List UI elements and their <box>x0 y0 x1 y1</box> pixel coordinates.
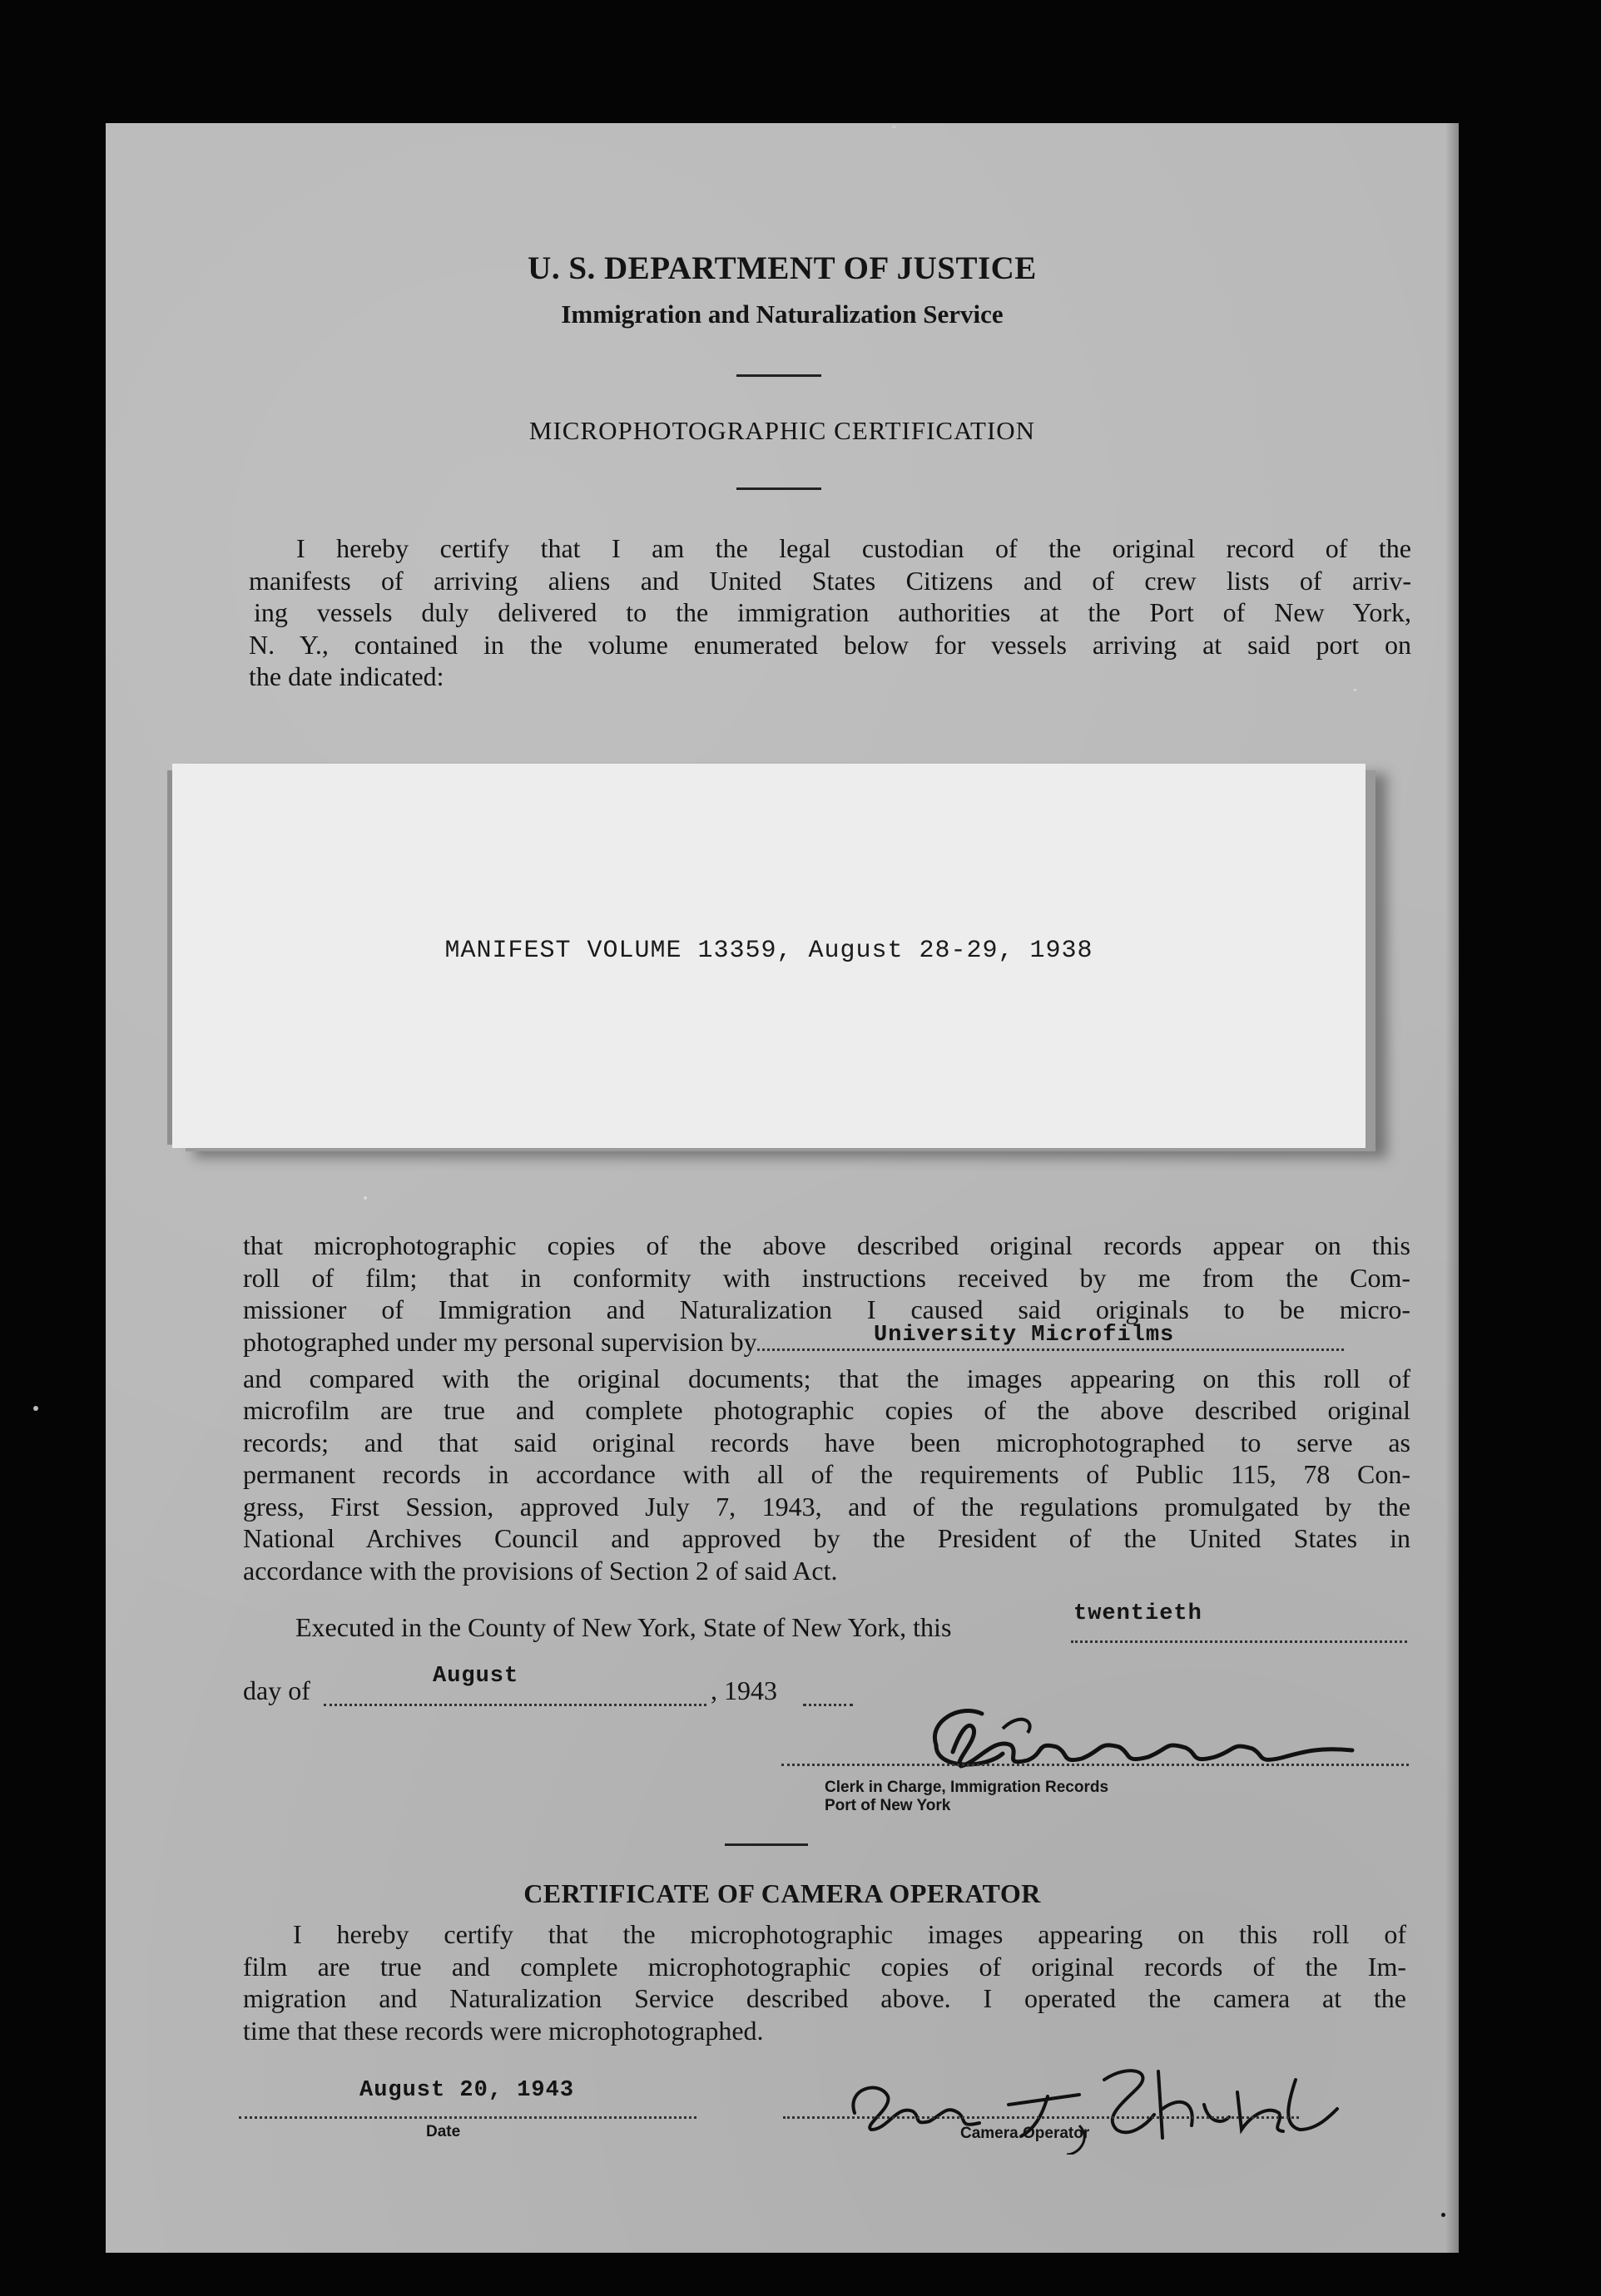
body-line: microfilm are true and complete photographic copies of the above described original <box>243 1395 1410 1425</box>
paper-speck <box>364 1196 367 1200</box>
paper-speck <box>1354 689 1356 691</box>
paper-speck <box>1441 2213 1445 2217</box>
body-line: missioner of Immigration and Naturalization I caused said originals to be micro- <box>243 1294 1410 1324</box>
date-line <box>239 2116 696 2119</box>
intro-line: manifests of arriving aliens and United States Citizens and of crew lists of arriv- <box>249 565 1411 596</box>
clerk-title-line: Clerk in Charge, Immigration Records <box>825 1779 1109 1796</box>
body-line: that microphotographic copies of the above described original records appear on this <box>243 1230 1410 1260</box>
operator-line: time that these records were microphotographed. <box>243 2015 764 2046</box>
operator-line: film are true and complete microphotographic copies of original records of the Im- <box>243 1951 1406 1982</box>
certification-title: MICROPHOTOGRAPHIC CERTIFICATION <box>528 416 1036 445</box>
body-line: permanent records in accordance with all of the requirements of Public 115, 78 Con- <box>243 1459 1410 1489</box>
divider <box>736 487 821 490</box>
camera-operator-signature-icon <box>830 2046 1362 2155</box>
microfilm-company: University Microfilms <box>874 1322 1175 1348</box>
supervision-prefix: photographed under my personal supervision by <box>243 1326 757 1357</box>
film-speck <box>892 126 896 128</box>
certification-body <box>243 1230 1410 1586</box>
divider <box>725 1843 808 1846</box>
clerk-title-line: Port of New York <box>825 1797 951 1814</box>
date-label: Date <box>426 2123 461 2140</box>
intro-line: N. Y., contained in the volume enumerated below for vessels arriving at said port on <box>249 629 1411 660</box>
execution-year <box>711 1675 777 1706</box>
operator-line: I hereby certify that the microphotographic images appearing on this roll of <box>293 1919 1406 1949</box>
body-line: gress, First Session, approved July 7, 1943, and of the regulations promulgated by the <box>243 1491 1410 1522</box>
manifest-volume: MANIFEST VOLUME 13359, August 28-29, 1938 <box>444 937 1093 965</box>
fill-line <box>803 1684 853 1706</box>
camera-operator-heading: CERTIFICATE OF CAMERA OPERATOR <box>523 1878 1041 1908</box>
body-line: National Archives Council and approved by the President of the United States in <box>243 1523 1410 1553</box>
body-line: and compared with the original documents; that the images appearing on this roll of <box>243 1363 1410 1393</box>
clerk-title <box>825 1779 1108 1815</box>
execution-day: twentieth <box>1073 1601 1202 1626</box>
signature-line <box>781 1764 1409 1766</box>
intro-paragraph <box>249 532 1411 693</box>
operator-line: migration and Naturalization Service described above. I operated the camera at the <box>243 1983 1406 2013</box>
year-digit: 3 <box>764 1675 777 1705</box>
execution-statement: Executed in the County of New York, State of New York, this <box>295 1612 952 1642</box>
operator-date: August 20, 1943 <box>359 2078 575 2103</box>
film-speck <box>33 1406 38 1411</box>
manifest-slip <box>172 764 1366 1148</box>
execution-month: August <box>433 1664 519 1689</box>
intro-line: ing vessels duly delivered to the immigration authorities at the Port of New York, <box>254 597 1411 627</box>
signature-line <box>783 2116 1299 2119</box>
operator-label: Camera Operator <box>960 2125 1090 2142</box>
supervision-line <box>243 1322 1410 1363</box>
clerk-signature-icon <box>903 1695 1369 1779</box>
divider <box>736 374 821 377</box>
camera-operator-paragraph <box>243 1918 1406 2046</box>
service-subheading: Immigration and Naturalization Service <box>561 299 1004 329</box>
certificate-sheet <box>106 123 1459 2253</box>
year-prefix: , 194 <box>711 1675 764 1705</box>
body-line: accordance with the provisions of Section 2 of said Act. <box>243 1555 838 1586</box>
day-of-label: day of <box>243 1675 310 1705</box>
intro-line: I hereby certify that I am the legal custodian of the original record of the <box>296 533 1411 563</box>
body-line: roll of film; that in conformity with instructions received by me from the Com- <box>243 1262 1410 1293</box>
body-line: records; and that said original records have been microphotographed to serve as <box>243 1427 1410 1457</box>
intro-line: the date indicated: <box>249 661 444 691</box>
department-heading: U. S. DEPARTMENT OF JUSTICE <box>528 250 1037 286</box>
